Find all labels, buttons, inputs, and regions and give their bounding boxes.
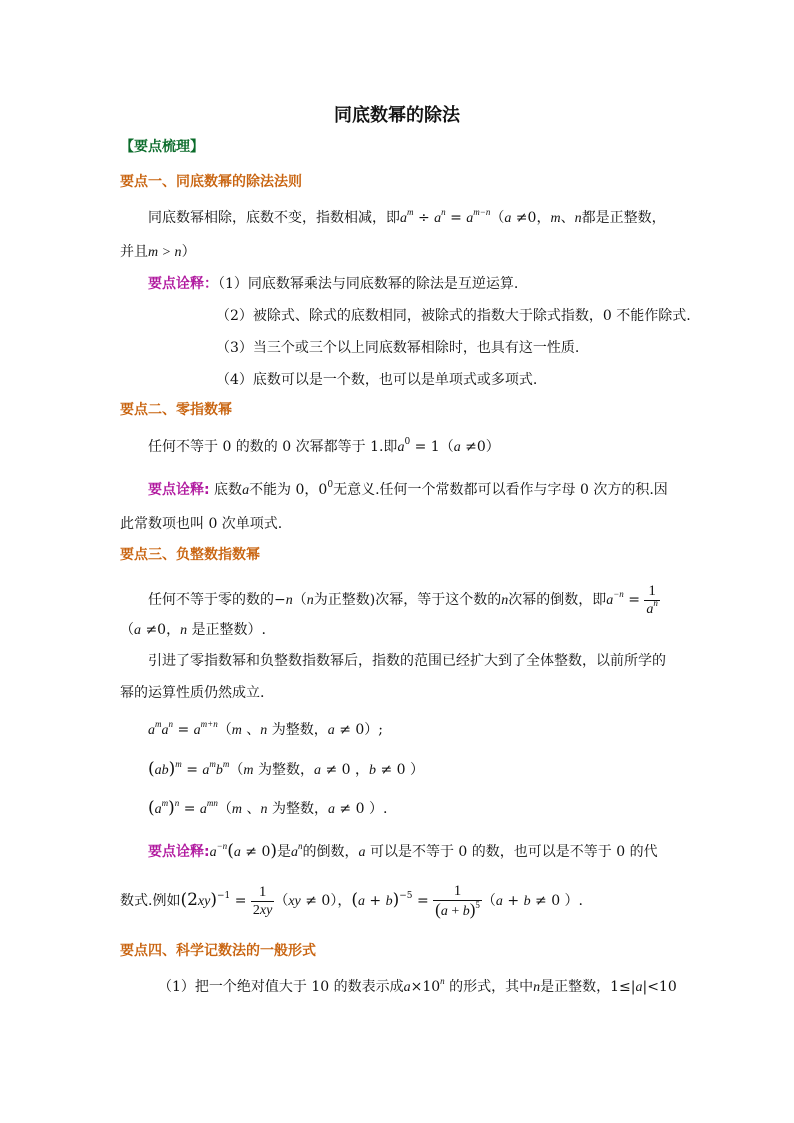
formula-power-of-power: $(a^m)^n = a^{mn}(m$ 、n 为整数，a ≠ 0 ）. (148, 798, 388, 818)
fraction-one-over-a-plus-b-5: $\frac{1}{(a + b)^5}$ (435, 882, 480, 919)
heading-point-1: 要点一、同底数幂的除法法则 (120, 174, 302, 190)
page-title: 同底数幂的除法 (334, 105, 460, 126)
section-tag: 【要点梳理】 (120, 139, 204, 155)
fraction-one-over-a-n: $\frac{1}{a^n}$ (646, 582, 658, 617)
note-zero-exponent: 要点诠释: 底数a不能为 0，$0^0$无意义.任何一个常数都可以看作与字母 0 次方的积.因 (148, 480, 668, 498)
note-item-4: （4）底数可以是一个数，也可以是单项式或多项式. (216, 372, 538, 388)
paragraph-integer-exponents-cont: 幂的运算性质仍然成立. (120, 685, 265, 701)
paragraph-negative-exponent-cond: （a ≠0，n 是正整数）. (120, 622, 266, 638)
note-negative-exponent: 要点诠释$:a^{-n}(a \ne 0)$是$a^n$的倒数，a 可以是不等于 0 的数，也可以是不等于 0 的代 (148, 841, 658, 861)
note-negative-exponent-example: 数式.例如$(2xy)^{-1}$ = $\frac{1}{2xy}$ （xy ≠ 0），$(a + b)^{-5}$ = $\frac{1}{(a + b)^5}$ （a + b ≠ 0 ）. (120, 882, 584, 919)
heading-point-4: 要点四、科学记数法的一般形式 (120, 943, 316, 959)
paragraph-zero-exponent: 任何不等于 0 的数的 0 次幂都等于 1.即$a^0 = 1(a \ne 0)$ (148, 437, 500, 455)
note-item-2: （2）被除式、除式的底数相同，被除式的指数大于除式指数，0 不能作除式. (216, 308, 691, 324)
fraction-one-over-2xy: $\frac{1}{2xy}$ (252, 883, 273, 918)
formula-power-of-product: $(ab)^m = a^mb^m(m$ 为整数，a ≠ 0 ，b ≠ 0 ） (148, 759, 424, 779)
note-zero-exponent-cont: 此常数项也叫 0 次单项式. (120, 516, 283, 532)
paragraph-integer-exponents: 引进了零指数幂和负整数指数幂后，指数的范围已经扩大到了全体整数，以前所学的 (148, 653, 666, 669)
paragraph-scientific-notation: （1）把一个绝对值大于 10 的数表示成$a\times 10^n$ 的形式，其中n是正整数，1≤|a|<10 (158, 976, 677, 995)
paragraph-rule-1-cont: 并且m > n） (120, 244, 196, 260)
note-item-1: 要点诠释：（1）同底数幂乘法与同底数幂的除法是互逆运算. (148, 276, 519, 292)
heading-point-2: 要点二、零指数幂 (120, 402, 232, 418)
heading-point-3: 要点三、负整数指数幂 (120, 547, 260, 563)
formula-product-rule: $a^ma^n = a^{m+n}(m$ 、n 为整数，a ≠ 0）; (148, 719, 384, 738)
paragraph-negative-exponent: 任何不等于零的数的−n（n为正整数)次幂，等于这个数的n次幂的倒数，即$a^{-n}$ = $\frac{1}{a^n}$ (148, 582, 658, 617)
note-item-3: （3）当三个或三个以上同底数幂相除时，也具有这一性质. (216, 340, 580, 356)
paragraph-rule-1: 同底数幂相除，底数不变，指数相减，即$a^m \div a^n = a^{m-n}(a \ne 0$，m、n都是正整数， (148, 207, 666, 226)
